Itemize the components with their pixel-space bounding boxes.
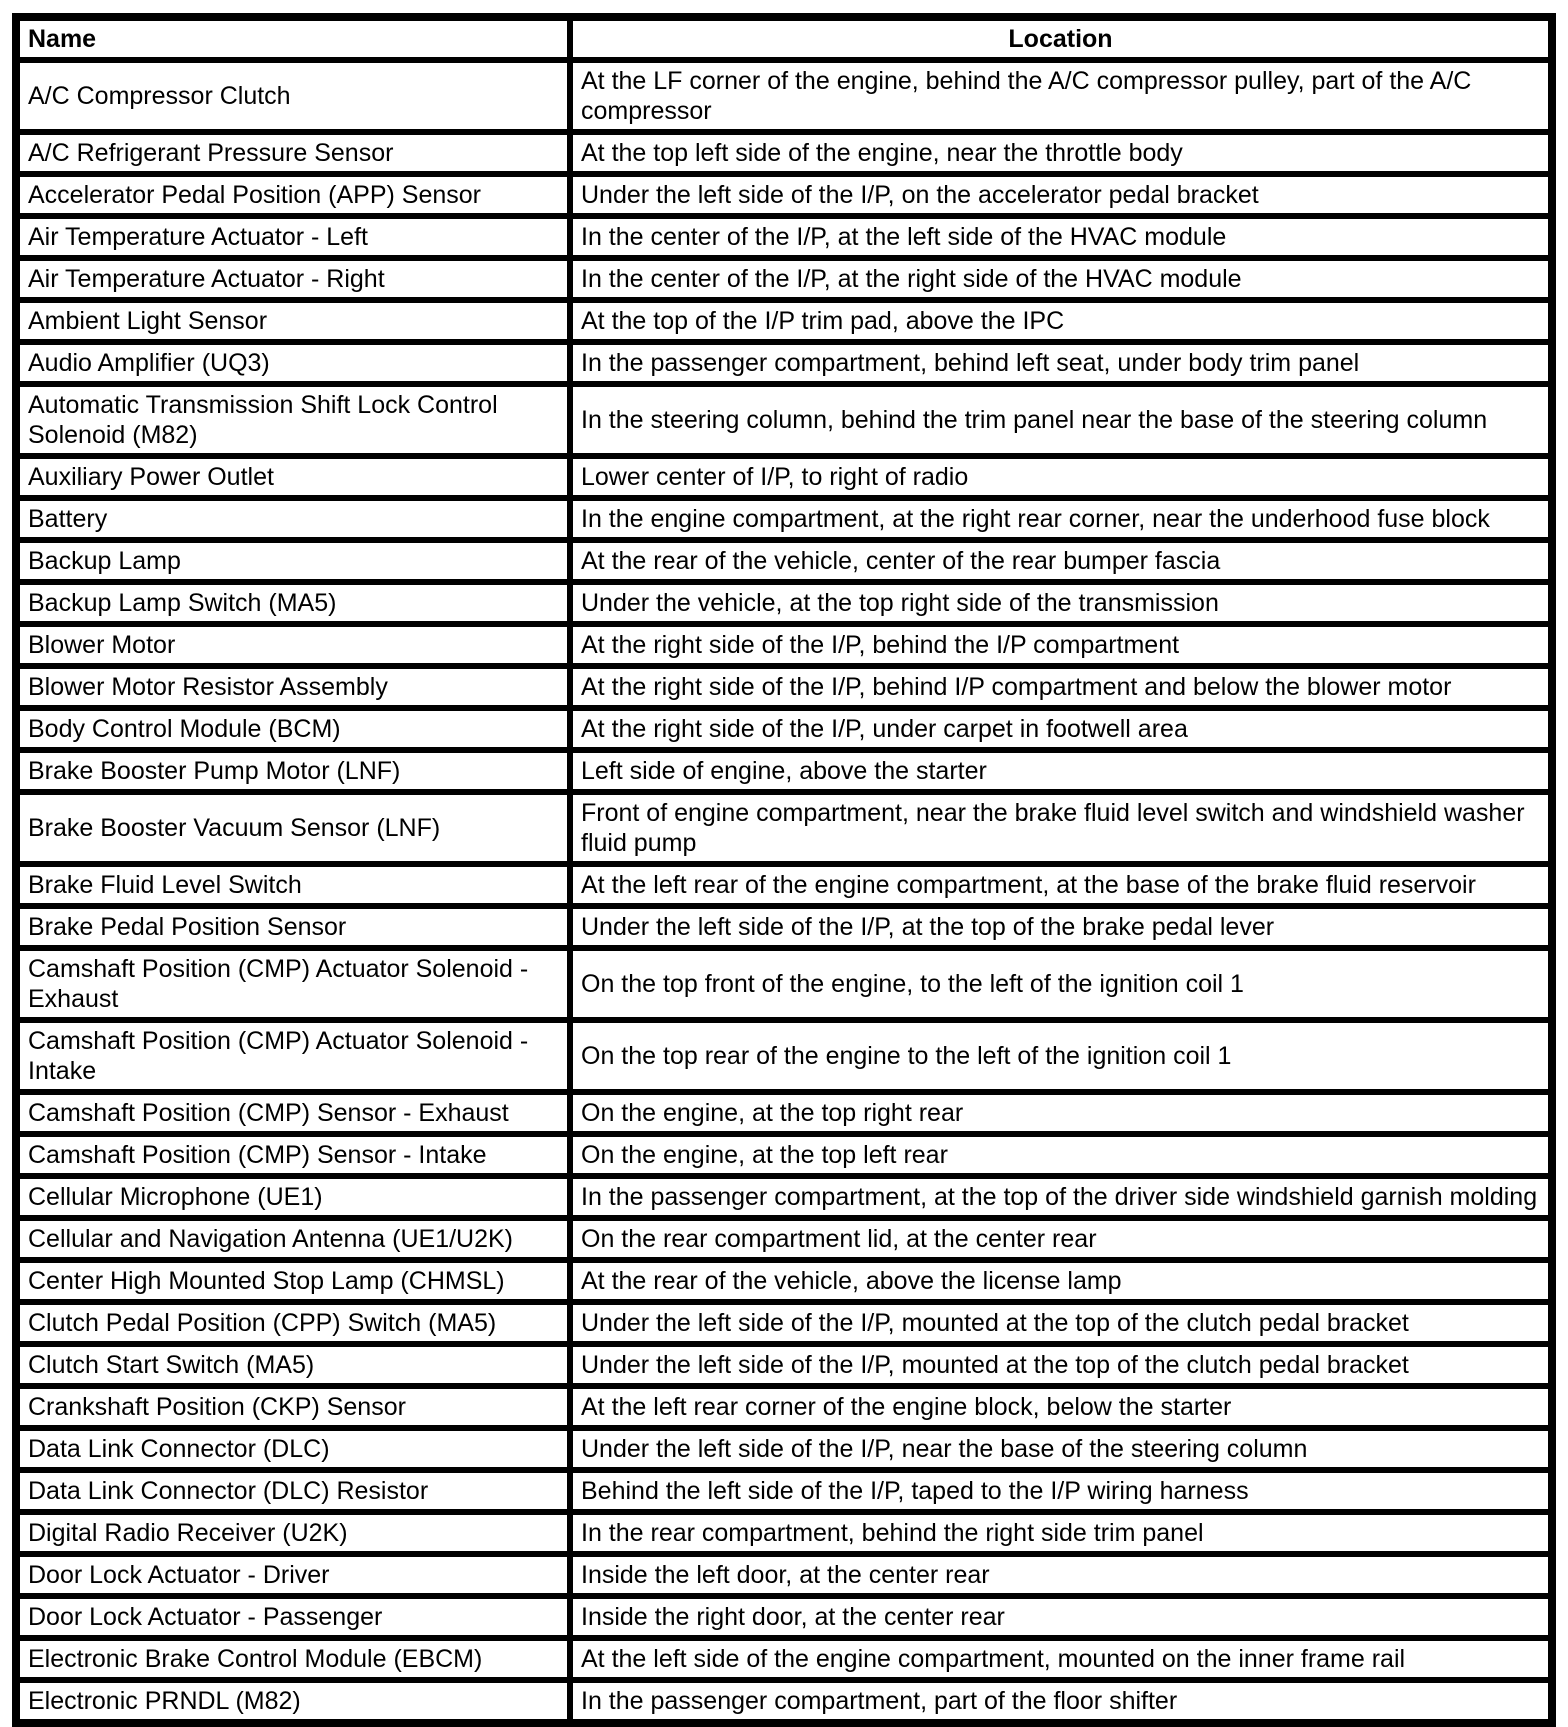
component-name-cell: Data Link Connector (DLC)	[16, 1428, 570, 1470]
component-name-cell: Digital Radio Receiver (U2K)	[16, 1512, 570, 1554]
table-row	[16, 948, 1552, 1020]
component-name-cell: Data Link Connector (DLC) Resistor	[16, 1470, 570, 1512]
component-location-cell: Inside the left door, at the center rear	[570, 1554, 1552, 1596]
component-name-cell: Backup Lamp Switch (MA5)	[16, 582, 570, 624]
component-location-cell: Under the vehicle, at the top right side of the transmission	[570, 582, 1552, 624]
component-location-cell: On the engine, at the top left rear	[570, 1134, 1552, 1176]
component-name-cell: Ambient Light Sensor	[16, 300, 570, 342]
component-name-cell: Backup Lamp	[16, 540, 570, 582]
component-location-cell: On the top front of the engine, to the left of the ignition coil 1	[570, 948, 1552, 1020]
component-location-cell: Under the left side of the I/P, mounted at the top of the clutch pedal bracket	[570, 1302, 1552, 1344]
table-row	[16, 1134, 1552, 1176]
table-row	[16, 216, 1552, 258]
component-name-cell: Blower Motor	[16, 624, 570, 666]
table-row	[16, 342, 1552, 384]
table-row	[16, 540, 1552, 582]
component-name-cell: A/C Compressor Clutch	[16, 60, 570, 132]
component-location-cell: Lower center of I/P, to right of radio	[570, 456, 1552, 498]
component-location-cell: On the top rear of the engine to the left of the ignition coil 1	[570, 1020, 1552, 1092]
table-row	[16, 1260, 1552, 1302]
component-name-cell: Air Temperature Actuator - Right	[16, 258, 570, 300]
component-name-cell: Center High Mounted Stop Lamp (CHMSL)	[16, 1260, 570, 1302]
table-row	[16, 582, 1552, 624]
component-name-cell: Crankshaft Position (CKP) Sensor	[16, 1386, 570, 1428]
table-row	[16, 1386, 1552, 1428]
component-name-cell: Camshaft Position (CMP) Actuator Solenoid - Intake	[16, 1020, 570, 1092]
table-row	[16, 258, 1552, 300]
component-name-cell: Camshaft Position (CMP) Actuator Solenoid - Exhaust	[16, 948, 570, 1020]
header-row	[16, 17, 1552, 60]
component-location-cell: Under the left side of the I/P, near the base of the steering column	[570, 1428, 1552, 1470]
table-row	[16, 750, 1552, 792]
table-row	[16, 1344, 1552, 1386]
component-name-cell: Audio Amplifier (UQ3)	[16, 342, 570, 384]
component-name-cell: Body Control Module (BCM)	[16, 708, 570, 750]
component-location-cell: At the right side of the I/P, under carpet in footwell area	[570, 708, 1552, 750]
component-location-cell: At the rear of the vehicle, center of the rear bumper fascia	[570, 540, 1552, 582]
component-name-cell: Brake Pedal Position Sensor	[16, 906, 570, 948]
component-name-cell: Clutch Pedal Position (CPP) Switch (MA5)	[16, 1302, 570, 1344]
component-location-cell: At the right side of the I/P, behind the I/P compartment	[570, 624, 1552, 666]
component-location-cell: In the passenger compartment, behind left seat, under body trim panel	[570, 342, 1552, 384]
component-name-cell: Blower Motor Resistor Assembly	[16, 666, 570, 708]
component-name-cell: A/C Refrigerant Pressure Sensor	[16, 132, 570, 174]
component-location-cell: In the steering column, behind the trim panel near the base of the steering column	[570, 384, 1552, 456]
table-row	[16, 456, 1552, 498]
component-location-cell: On the rear compartment lid, at the center rear	[570, 1218, 1552, 1260]
component-location-cell: On the engine, at the top right rear	[570, 1092, 1552, 1134]
component-name-cell: Cellular and Navigation Antenna (UE1/U2K)	[16, 1218, 570, 1260]
component-location-cell: At the left rear of the engine compartment, at the base of the brake fluid reservoir	[570, 864, 1552, 906]
component-name-cell: Brake Booster Pump Motor (LNF)	[16, 750, 570, 792]
component-name-cell: Clutch Start Switch (MA5)	[16, 1344, 570, 1386]
table-row	[16, 1638, 1552, 1680]
component-location-cell: At the LF corner of the engine, behind the A/C compressor pulley, part of the A/C compressor	[570, 60, 1552, 132]
component-location-cell: Under the left side of the I/P, on the accelerator pedal bracket	[570, 174, 1552, 216]
component-name-cell: Electronic PRNDL (M82)	[16, 1680, 570, 1723]
component-location-cell: In the rear compartment, behind the right side trim panel	[570, 1512, 1552, 1554]
component-location-table	[12, 13, 1556, 1727]
component-location-cell: At the right side of the I/P, behind I/P compartment and below the blower motor	[570, 666, 1552, 708]
component-location-cell: In the passenger compartment, part of the floor shifter	[570, 1680, 1552, 1723]
table-row	[16, 1218, 1552, 1260]
table-row	[16, 174, 1552, 216]
component-location-cell: At the rear of the vehicle, above the license lamp	[570, 1260, 1552, 1302]
component-name-cell: Brake Fluid Level Switch	[16, 864, 570, 906]
component-name-cell: Accelerator Pedal Position (APP) Sensor	[16, 174, 570, 216]
component-location-cell: Under the left side of the I/P, at the top of the brake pedal lever	[570, 906, 1552, 948]
table-body	[16, 60, 1552, 1723]
table-row	[16, 1554, 1552, 1596]
column-header-name: Name	[16, 17, 570, 60]
table-row	[16, 1470, 1552, 1512]
component-name-cell: Battery	[16, 498, 570, 540]
component-location-cell: In the passenger compartment, at the top of the driver side windshield garnish molding	[570, 1176, 1552, 1218]
table-row	[16, 708, 1552, 750]
component-location-cell: Inside the right door, at the center rear	[570, 1596, 1552, 1638]
table-row	[16, 864, 1552, 906]
table-row	[16, 1092, 1552, 1134]
table-row	[16, 60, 1552, 132]
table-row	[16, 1428, 1552, 1470]
component-name-cell: Brake Booster Vacuum Sensor (LNF)	[16, 792, 570, 864]
component-name-cell: Cellular Microphone (UE1)	[16, 1176, 570, 1218]
component-name-cell: Door Lock Actuator - Driver	[16, 1554, 570, 1596]
table-header	[16, 17, 1552, 60]
table-row	[16, 132, 1552, 174]
component-location-cell: Under the left side of the I/P, mounted at the top of the clutch pedal bracket	[570, 1344, 1552, 1386]
component-location-cell: Front of engine compartment, near the brake fluid level switch and windshield washer fluid pump	[570, 792, 1552, 864]
component-location-cell: At the top left side of the engine, near the throttle body	[570, 132, 1552, 174]
component-name-cell: Electronic Brake Control Module (EBCM)	[16, 1638, 570, 1680]
component-location-cell: At the top of the I/P trim pad, above the IPC	[570, 300, 1552, 342]
table-row	[16, 1596, 1552, 1638]
table-row	[16, 906, 1552, 948]
component-location-cell: At the left rear corner of the engine block, below the starter	[570, 1386, 1552, 1428]
component-location-cell: Behind the left side of the I/P, taped to the I/P wiring harness	[570, 1470, 1552, 1512]
component-location-cell: In the center of the I/P, at the right side of the HVAC module	[570, 258, 1552, 300]
table-row	[16, 1176, 1552, 1218]
component-name-cell: Camshaft Position (CMP) Sensor - Exhaust	[16, 1092, 570, 1134]
component-name-cell: Automatic Transmission Shift Lock Control Solenoid (M82)	[16, 384, 570, 456]
component-location-cell: At the left side of the engine compartment, mounted on the inner frame rail	[570, 1638, 1552, 1680]
table-row	[16, 498, 1552, 540]
table-row	[16, 1020, 1552, 1092]
component-name-cell: Auxiliary Power Outlet	[16, 456, 570, 498]
component-name-cell: Camshaft Position (CMP) Sensor - Intake	[16, 1134, 570, 1176]
component-location-cell: In the center of the I/P, at the left side of the HVAC module	[570, 216, 1552, 258]
table-row	[16, 666, 1552, 708]
component-name-cell: Door Lock Actuator - Passenger	[16, 1596, 570, 1638]
table-row	[16, 792, 1552, 864]
column-header-location: Location	[570, 17, 1552, 60]
table-row	[16, 624, 1552, 666]
component-location-cell: In the engine compartment, at the right rear corner, near the underhood fuse block	[570, 498, 1552, 540]
component-name-cell: Air Temperature Actuator - Left	[16, 216, 570, 258]
table-row	[16, 300, 1552, 342]
table-row	[16, 1512, 1552, 1554]
table-row	[16, 1302, 1552, 1344]
component-location-cell: Left side of engine, above the starter	[570, 750, 1552, 792]
table-row	[16, 384, 1552, 456]
